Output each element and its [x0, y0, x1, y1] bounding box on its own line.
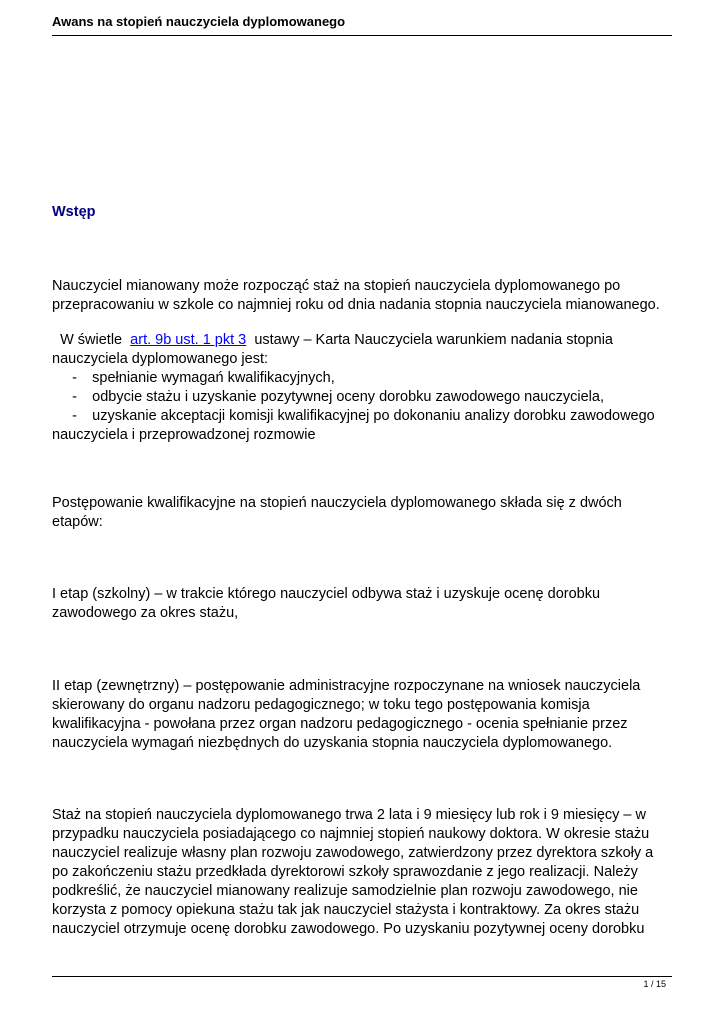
paragraph-intro: Nauczyciel mianowany może rozpocząć staż na stopień nauczyciela dyplomowanego po przepracowaniu w szkole co najmniej roku od dnia nadania stopnia nauczyciela mianowanego.: [52, 278, 660, 313]
list-item: - spełnianie wymagań kwalifikacyjnych,: [72, 370, 335, 386]
footer-divider: [52, 976, 672, 977]
header-divider: [52, 35, 672, 36]
requirements-lead: W świetle: [60, 332, 123, 348]
paragraph-stage-one: I etap (szkolny) – w trakcie którego nauczyciel odbywa staż i uzyskuje ocenę dorobku zawodowego za okres stażu,: [52, 586, 601, 621]
requirements-text: ustawy – Karta Nauczyciela warunkiem nadania stopnia nauczyciela dyplomowanego jest:: [52, 332, 613, 367]
paragraph-internship: Staż na stopień nauczyciela dyplomowanego trwa 2 lata i 9 miesięcy lub rok i 9 miesięcy – w przypadku nauczyciela posiadającego co najmniej stopień naukowy doktora. W okresie stażu nauczyciel realizuje własny plan rozwoju zawodowego, zatwierdzony przez dyrektora szkoły a po zakończeniu stażu przedkłada dyrektorowi szkoły sprawozdanie z jego realizacji. Należy podkreślić, że nauczyciel mianowany realizuje samodzielnie plan rozwoju zawodowego, nie korzysta z pomocy opiekuna stażu tak jak nauczyciel stażysta i kontraktowy. Za okres stażu nauczyciel otrzymuje ocenę dorobku zawodowego. Po uzyskaniu pozytywnej oceny dorobku: [52, 807, 654, 937]
list-item: - odbycie stażu i uzyskanie pozytywnej oceny dorobku zawodowego nauczyciela,: [72, 389, 604, 405]
paragraph-requirements: [52, 331, 672, 445]
page-number: 1 / 15: [643, 979, 666, 989]
page-header-title: Awans na stopień nauczyciela dyplomowanego: [52, 14, 346, 29]
law-article-link[interactable]: art. 9b ust. 1 pkt 3: [130, 332, 247, 348]
list-item: - uzyskanie akceptacji komisji kwalifikacyjnej po dokonaniu analizy dorobku zawodowego nauczyciela i przeprowadzonej rozmowie: [52, 408, 655, 443]
paragraph-stage-two: II etap (zewnętrzny) – postępowanie administracyjne rozpoczynane na wniosek nauczyciela skierowany do organu nadzoru pedagogicznego; w toku tego postępowania komisja kwalifikacyjna - powołana przez organ nadzoru pedagogicznego - ocenia spełnianie przez nauczyciela wymagań niezbędnych do uzyskania stopnia nauczyciela dyplomowanego.: [52, 678, 641, 751]
paragraph-procedure: Postępowanie kwalifikacyjne na stopień nauczyciela dyplomowanego składa się z dwóch etapów:: [52, 495, 622, 530]
section-heading: Wstęp: [52, 204, 96, 220]
